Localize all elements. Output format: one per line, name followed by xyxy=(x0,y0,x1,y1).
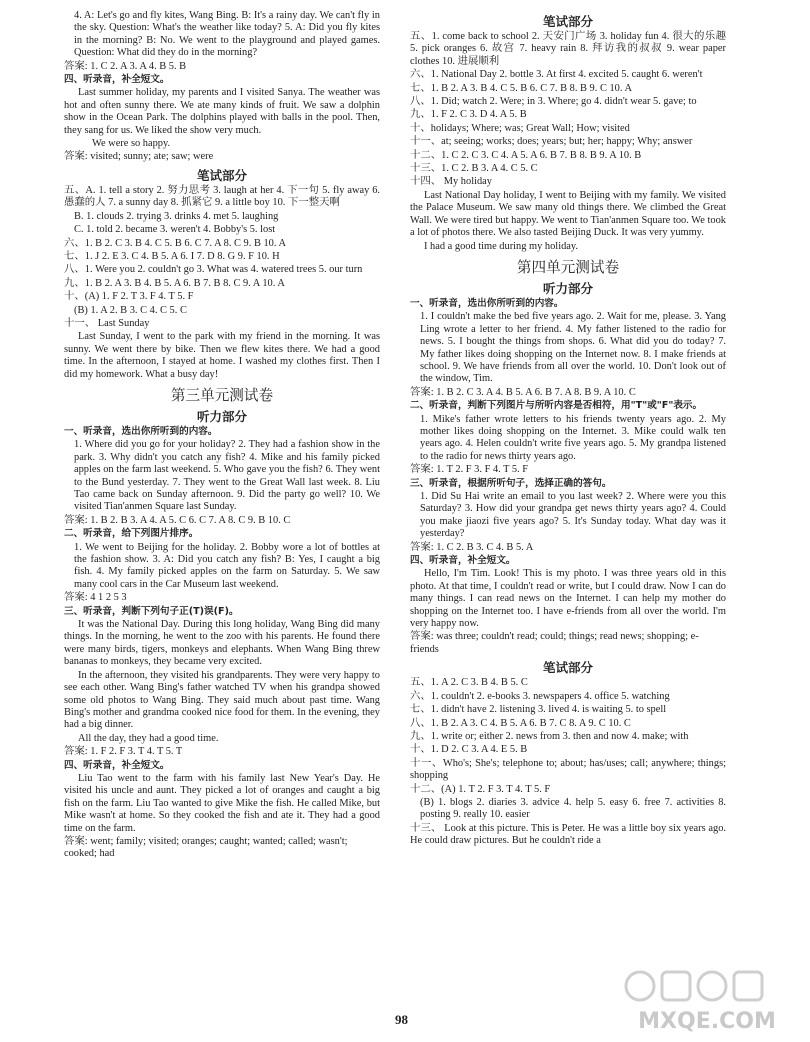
part-heading: 笔试部分 xyxy=(542,660,593,676)
script-line: (B) 1. blogs 2. diaries 3. advice 4. help 5. easy 6. free 7. activities 8. posting 9. really 10. easier xyxy=(420,796,726,821)
answer-item: 十三、 Look at this picture. This is Peter. He was a little boy six years ago. He could draw pictures. But he couldn't ride a xyxy=(410,822,726,847)
answer-line: 答案: 1. B 2. B 3. A 4. A 5. C 6. C 7. A 8. C 9. B 10. C xyxy=(64,514,291,526)
unit-title: 第三单元测试卷 xyxy=(170,386,274,404)
answer-item: 十、(A) 1. F 2. T 3. F 4. T 5. F xyxy=(64,291,194,303)
answer-item: 八、1. Were you 2. couldn't go 3. What was 4. watered trees 5. our turn xyxy=(64,264,363,276)
part-heading: 听力部分 xyxy=(542,280,593,296)
passage-paragraph: Last Sunday, I went to the park with my friend in the morning. It was sunny. We went there by bike. Then we flew kites there. We had a good time. In the afternoon, I stayed at home. I washed my clothes first. Then I did my homework. What a busy day! xyxy=(64,331,380,380)
answer-item: 七、1. J 2. E 3. C 4. B 5. A 6. I 7. D 8. G 9. F 10. H xyxy=(64,250,280,262)
answer-item: 五、1. come back to school 2. 天安门广场 3. holiday fun 4. 很大的乐趣 5. pick oranges 6. 故宫 7. heavy rain 8. 拜访我的叔叔 9. wear paper clothes 10. 进展顺利 xyxy=(410,31,726,67)
script-line: 1. Did Su Hai write an email to you last week? 2. Where were you this Saturday? 3. How did your grandpa get news thirty years ago? 4. Could you make jiaozi five years ago? 5. It's Sunday today. What day was it yesterday? xyxy=(420,491,726,540)
script-line: (B) 1. A 2. B 3. C 4. C 5. C xyxy=(74,304,187,316)
section-heading: 一、听录音，选出你所听到的内容。 xyxy=(410,297,564,309)
answer-item: 九、1. write or; either 2. news from 3. then and now 4. make; with xyxy=(410,730,689,742)
answer-line: 答案: 1. C 2. A 3. A 4. B 5. B xyxy=(64,60,187,72)
answer-line: 答案: 4 1 2 5 3 xyxy=(64,592,127,604)
passage-paragraph: We were so happy. xyxy=(92,138,171,150)
answer-item: 十四、 My holiday xyxy=(410,176,492,188)
answer-item: 七、1. didn't have 2. listening 3. lived 4. is waiting 5. to spell xyxy=(410,704,667,716)
answer-item: 十一、Who's; She's; telephone to; about; has/uses; call; anywhere; things; shopping xyxy=(410,757,726,782)
answer-item: 十、1. D 2. C 3. A 4. E 5. B xyxy=(410,744,528,756)
answer-item: 六、1. couldn't 2. e-books 3. newspapers 4. office 5. watching xyxy=(410,690,670,702)
section-heading: 四、听录音，补全短文。 xyxy=(410,555,516,567)
answer-item: 六、1. B 2. C 3. B 4. C 5. B 6. C 7. A 8. C 9. B 10. A xyxy=(64,237,286,249)
answer-line: 答案: 1. F 2. F 3. T 4. T 5. T xyxy=(64,746,183,758)
section-heading: 四、听录音，补全短文。 xyxy=(64,759,170,771)
passage-paragraph: Hello, I'm Tim. Look! This is my photo. I was three years old in this photo. At that time, I couldn't read or write, but I could draw. Now I can do many things. I can read news on the Internet. I can help my mother do shopping on the Internet too. I have e-friends from all over the world. I'm very happy now. xyxy=(410,568,726,630)
answer-item: 九、1. B 2. A 3. B 4. B 5. A 6. B 7. B 8. C 9. A 10. A xyxy=(64,277,285,289)
answer-line: 答案: went; family; visited; oranges; caught; wanted; called; wasn't; cooked; had xyxy=(64,835,348,860)
script-line: C. 1. told 2. became 3. weren't 4. Bobby's 5. lost xyxy=(74,224,276,236)
answer-item: 十、holidays; Where; was; Great Wall; How; visited xyxy=(410,122,630,134)
passage-paragraph: Liu Tao went to the farm with his family last New Year's Day. He visited his uncle and aunt. They picked a lot of oranges and caught a big fish on the farm. Liu Tao wanted to give Mike the fish. He called Mike, but Mike wasn't at home. So they cooked the fish and ate it. They had a good time on the farm. xyxy=(64,772,380,834)
section-heading: 四、听录音，补全短文。 xyxy=(64,74,170,86)
section-heading: 一、听录音，选出你所听到的内容。 xyxy=(64,425,218,437)
passage-paragraph: Last summer holiday, my parents and I visited Sanya. The weather was hot and often sunny there. We ate many kinds of fruit. We saw a dolphin show in the Ocean Park. The dolphins played with balls in the pool. Then, they sang for us. We liked the show very much. xyxy=(64,87,380,136)
left-column xyxy=(64,10,380,862)
answer-item: 十一、 Last Sunday xyxy=(64,317,150,329)
answer-item: 八、1. Did; watch 2. Were; in 3. Where; go 4. didn't wear 5. gave; to xyxy=(410,96,697,108)
answer-line: 答案: 1. T 2. F 3. F 4. T 5. F xyxy=(410,464,529,476)
answer-item: 十三、1. C 2. B 3. A 4. C 5. C xyxy=(410,163,538,175)
page-number: 98 xyxy=(395,1012,408,1027)
answer-item: 七、1. B 2. A 3. B 4. C 5. B 6. C 7. B 8. B 9. C 10. A xyxy=(410,82,632,94)
answer-item: 十一、at; seeing; works; does; years; but; her; happy; Why; answer xyxy=(410,136,693,148)
watermark-logo-icon xyxy=(612,960,802,1038)
answer-item: 六、1. National Day 2. bottle 3. At first 4. excited 5. caught 6. weren't xyxy=(410,69,703,81)
part-heading: 听力部分 xyxy=(196,408,247,424)
answer-line: 答案: 1. B 2. C 3. A 4. B 5. A 6. B 7. A 8. B 9. A 10. C xyxy=(410,386,636,398)
part-heading: 笔试部分 xyxy=(542,14,593,29)
passage-paragraph: All the day, they had a good time. xyxy=(78,732,219,744)
section-heading: 三、听录音，判断下列句子正(T)误(F)。 xyxy=(64,605,239,617)
answer-item: 八、1. B 2. A 3. C 4. B 5. A 6. B 7. C 8. A 9. C 10. C xyxy=(410,717,631,729)
unit-title: 第四单元测试卷 xyxy=(516,258,620,276)
passage-paragraph: In the afternoon, they visited his grandparents. They were very happy to see each other. Wang Bing's father watched TV when his grandpa showed some old photos to Wang Bing. They said much about past time. Wang Bing's mother and grandma cooked nice food for them. In the evening, they had a big dinner. xyxy=(64,669,380,731)
script-line: 4. A: Let's go and fly kites, Wang Bing. B: It's a rainy day. We can't fly in the sky. Question: What's the weather like today? 5. A: Did you fly kites in the morning? B: No. We went to the playground and played games. Question: What did they do in the morning? xyxy=(74,10,380,59)
passage-paragraph: Last National Day holiday, I went to Beijing with my family. We visited the Palace Museum. We saw many old things there. We climbed the Great Wall. We were tired but happy. We went to Tian'anmen Square too. We took a lot of photos there. We also tasted Beijing Duck. It was very yummy. xyxy=(410,189,726,239)
answer-item: 十二、(A) 1. T 2. F 3. T 4. T 5. F xyxy=(410,783,551,795)
answer-item: 五、1. A 2. C 3. B 4. B 5. C xyxy=(410,677,528,689)
right-column xyxy=(410,10,726,849)
part-heading: 笔试部分 xyxy=(196,167,247,183)
answer-line: 答案: visited; sunny; ate; saw; were xyxy=(64,151,214,163)
script-line: 1. Mike's father wrote letters to his friends twenty years ago. 2. My mother likes doing shopping on the Internet. 3. Mike could walk ten years ago. 4. Helen couldn't write five years ago. 5. My grandpa listened to the radio for news thirty years ago. xyxy=(420,413,726,462)
script-line: 1. We went to Beijing for the holiday. 2. Bobby wore a lot of bottles at the fashion show. 3. A: Did you catch any fish? B: Yes, I caught a big fish. 4. My family picked apples on the farm on Saturday. 5. We saw many cool cars in the Car Museum last weekend. xyxy=(74,541,380,590)
section-heading: 二、听录音，给下列图片排序。 xyxy=(64,528,199,540)
section-heading: 三、听录音，根据所听句子，选择正确的答句。 xyxy=(410,477,612,489)
answer-item: 五、A. 1. tell a story 2. 努力思考 3. laugh at her 4. 下一句 5. fly away 6. 愚蠢的人 7. a sunny day 8. 抓紧它 9. a little boy 10. 下一整天啊 xyxy=(64,184,380,209)
script-line: 1. I couldn't make the bed five years ago. 2. Wait for me, please. 3. Yang Ling wrote a letter to her friend. 4. My father listened to the radio for news. 5. I bought the things from shops. 6. What did you do today? 7. My father likes doing shopping on the Internet now. 8. I make friends at school. 9. We have friends from all over the world. 10. Don't look out of the window, Tim. xyxy=(420,311,726,385)
passage-paragraph: It was the National Day. During this long holiday, Wang Bing did many things. In the morning, he went to the zoo with his parents. He found there were many birds, tigers, monkeys and elephants. When Wang Bing threw bananas to monkeys, they became very excited. xyxy=(64,619,380,668)
answer-line: 答案: 1. C 2. B 3. C 4. B 5. A xyxy=(410,541,534,553)
script-line: B. 1. clouds 2. trying 3. drinks 4. met 5. laughing xyxy=(74,210,279,222)
answer-item: 九、1. F 2. C 3. D 4. A 5. B xyxy=(410,109,527,121)
answer-line: 答案: was three; couldn't read; could; things; read news; shopping; e-friends xyxy=(410,631,699,655)
passage-paragraph: I had a good time during my holiday. xyxy=(424,240,579,252)
section-heading: 二、听录音，判断下列图片与所听内容是否相符，用"T"或"F"表示。 xyxy=(410,400,703,412)
svg-text:MXQE.COM: MXQE.COM xyxy=(638,1009,776,1034)
script-line: 1. Where did you go for your holiday? 2. They had a fashion show in the park. 3. Why didn't you catch any fish? 4. Mike and his family picked apples on the farm last weekend. 5. Who gave you the fish? 6. They went to the Bund yesterday. 7. They went to the Great Wall last week. 8. Liu Tao came back on Sunday afternoon. 9. Did the party go well? 10. We visited Tian'anmen Square last Sunday. xyxy=(74,439,380,513)
answer-item: 十二、1. C 2. C 3. C 4. A 5. A 6. B 7. B 8. B 9. A 10. B xyxy=(410,149,642,161)
